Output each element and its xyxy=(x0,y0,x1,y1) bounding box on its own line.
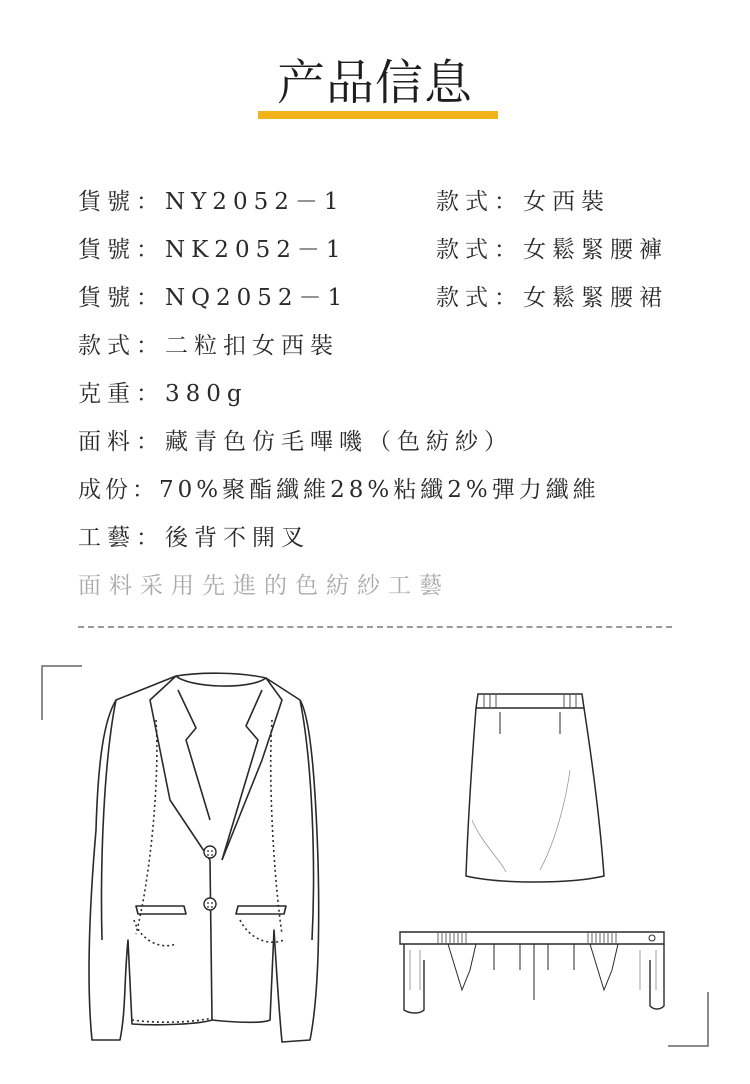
button-icon xyxy=(649,935,655,941)
spec-value: 藏青色仿毛嗶嘰（色紡紗） xyxy=(165,429,513,455)
spec-label: 款式： xyxy=(436,285,523,311)
fabric-note: 面料采用先進的色紡紗工藝 xyxy=(78,573,450,599)
spec-value: 二粒扣女西裝 xyxy=(165,333,339,359)
spec-value: NK2052－1 xyxy=(165,237,347,263)
spec-label: 克重： xyxy=(78,381,165,407)
spec-label: 面料： xyxy=(78,429,165,455)
spec-label: 工藝： xyxy=(78,525,165,551)
spec-label: 款式： xyxy=(78,333,165,359)
spec-value: 後背不開叉 xyxy=(165,525,310,551)
spec-label: 貨號： xyxy=(78,189,165,215)
spec-label: 貨號： xyxy=(78,237,165,263)
spec-value: 70%聚酯纖維28%粘纖2%彈力纖維 xyxy=(159,477,600,503)
spec-label: 款式： xyxy=(436,237,523,263)
spec-value: 女鬆緊腰褲 xyxy=(523,237,668,263)
spec-value: NY2052－1 xyxy=(165,189,345,215)
spec-label: 貨號： xyxy=(78,285,165,311)
page-title: 产品信息 xyxy=(276,55,473,111)
spec-label: 成份： xyxy=(78,477,159,503)
spec-label: 款式： xyxy=(436,189,523,215)
spec-value: NQ2052－1 xyxy=(165,285,349,311)
spec-value: 女鬆緊腰裙 xyxy=(523,285,668,311)
spec-value: 380g xyxy=(165,381,248,407)
spec-value: 女西裝 xyxy=(523,189,610,215)
